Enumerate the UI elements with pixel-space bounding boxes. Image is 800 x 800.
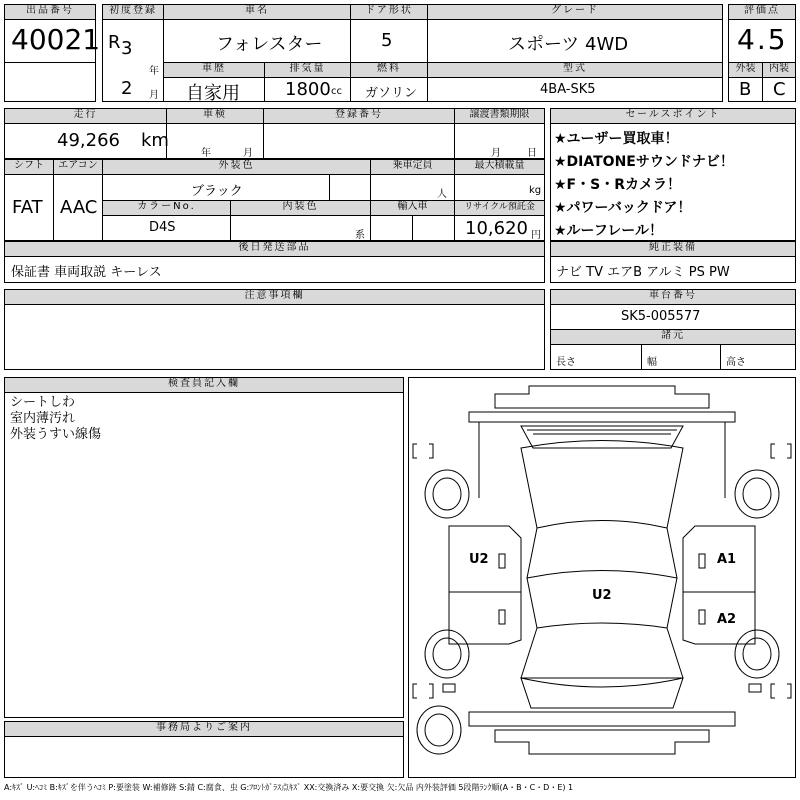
exterior-color-cell	[102, 174, 330, 201]
recycle-fee-unit: 円	[531, 230, 541, 241]
chassis-number-cell	[550, 304, 796, 330]
registration-number-cell	[263, 123, 455, 159]
mileage-header: 走行	[4, 108, 167, 124]
genuine-equipment-header: 純正装備	[550, 241, 796, 257]
right-handle-rear	[699, 610, 705, 624]
bracket-rear-left	[413, 684, 433, 698]
grade-cell	[427, 19, 723, 63]
import-header: 輸入車	[370, 200, 455, 216]
fuel: ガソリン	[365, 86, 418, 101]
inspector-note: 室内薄汚れ	[10, 411, 76, 426]
score-cell	[728, 19, 796, 63]
first-registration-cell	[102, 19, 164, 102]
aircon: AAC	[60, 197, 98, 218]
rear-lamp-left	[443, 684, 455, 692]
sales-point-item: ★ルーフレール！	[554, 223, 664, 239]
mileage-unit: km	[141, 130, 169, 151]
chassis-number-header: 車台番号	[550, 289, 796, 305]
shift-cell	[4, 174, 54, 241]
trunk-outline	[521, 678, 683, 708]
transfer-day-unit: 日	[527, 148, 537, 159]
sales-point-item: ★ユーザー買取車！	[554, 131, 679, 147]
transfer-docs-header: 譲渡書類期限	[454, 108, 545, 124]
fuel-cell	[350, 77, 428, 102]
capacity-cell	[370, 174, 455, 201]
sales-point-item: ★パワーバックドア！	[554, 200, 692, 216]
grade: スポーツ 4WD	[508, 34, 629, 55]
score-header: 評価点	[728, 4, 796, 20]
year-unit: 年	[149, 66, 159, 77]
mileage-cell	[4, 123, 167, 159]
recycle-fee-header: リサイクル預託金	[454, 200, 545, 216]
inspection-month-unit: 月	[243, 148, 253, 159]
windshield-outline	[521, 426, 683, 448]
fender-lines	[479, 422, 725, 498]
first-registration-header: 初度登録	[102, 4, 164, 20]
chassis-number: SK5-005577	[621, 309, 701, 324]
exterior-grade: B	[739, 79, 752, 100]
right-handle-front	[699, 554, 705, 568]
mark-roof: U2	[592, 588, 612, 603]
mileage: 49,266	[57, 130, 120, 151]
displacement: 1800	[285, 79, 331, 100]
wheel-rear-right	[735, 630, 779, 678]
height-cell	[720, 344, 796, 370]
interior-color-cell	[230, 215, 371, 241]
bracket-front-right	[771, 444, 791, 458]
color-no-cell	[102, 215, 231, 241]
history-header: 車歴	[163, 62, 265, 78]
spare-wheel	[417, 706, 461, 754]
inspection-cell	[166, 123, 264, 159]
score: 4.5	[737, 23, 788, 56]
transfer-docs-cell	[454, 123, 545, 159]
fuel-header: 燃料	[350, 62, 428, 78]
front-bumper-outline	[495, 386, 709, 408]
transfer-month-unit: 月	[491, 148, 501, 159]
car-name-cell	[163, 19, 351, 63]
left-handle-rear	[499, 610, 505, 624]
door-type-cell	[350, 19, 428, 63]
door-type-header: ドア形状	[350, 4, 428, 20]
height-label: 高さ	[726, 357, 746, 368]
car-name: フォレスター	[216, 34, 323, 55]
month-unit: 月	[149, 90, 159, 101]
aircon-cell	[53, 174, 103, 241]
front-panel-outline	[469, 412, 735, 422]
color-no-header: カラーNo.	[102, 200, 231, 216]
interior-grade: C	[773, 79, 786, 100]
lot-number-extra	[4, 62, 96, 102]
interior-color-unit: 系	[355, 230, 365, 241]
exterior-color: ブラック	[191, 184, 243, 199]
max-load-unit: kg	[529, 185, 542, 196]
cabin-top	[527, 528, 677, 578]
legend: A:ｷｽﾞ U:ﾍｺﾐ B:ｷｽﾞを伴うﾍｺﾐ P:要塗装 W:補修跡 S:錆 C:腐食、虫 G:ﾌﾛﾝﾄｶﾞﾗｽ点ｷｽﾞ XX:交換済み X:要交換 欠:欠品 内外装評価 5段階ﾗﾝｸ順(A・B・C・D・E) 1	[4, 783, 574, 792]
model-code: 4BA-SK5	[540, 82, 596, 97]
mark-right-front-door: A1	[717, 552, 737, 567]
registration-year: 3	[121, 38, 133, 59]
inspector-note: シートしわ	[10, 395, 76, 410]
later-parts-cell	[4, 256, 545, 283]
office-notice-cell	[4, 736, 404, 778]
recycle-fee-cell	[454, 215, 545, 241]
interior-grade-header: 内装	[762, 62, 796, 78]
inspection-header: 車検	[166, 108, 264, 124]
model-code-header: 型式	[427, 62, 723, 78]
era-prefix: R	[108, 32, 121, 53]
history-cell	[163, 77, 265, 102]
door-count: 5	[381, 30, 393, 51]
history: 自家用	[186, 83, 240, 104]
exterior-color-extra	[329, 174, 371, 201]
inspection-year-unit: 年	[201, 148, 211, 159]
hood-outline	[521, 441, 683, 529]
bracket-front-left	[413, 444, 433, 458]
interior-grade-cell	[762, 77, 796, 102]
wheel-front-right	[735, 470, 779, 518]
displacement-header: 排気量	[264, 62, 351, 78]
recycle-fee: 10,620	[465, 218, 528, 239]
sales-point-item: ★DIATONEサウンドナビ！	[554, 154, 734, 170]
max-load-cell	[454, 174, 545, 201]
exterior-color-header: 外装色	[102, 159, 371, 175]
shift: FAT	[12, 197, 43, 218]
sales-points-header: セールスポイント	[550, 108, 796, 124]
car-name-header: 車名	[163, 4, 351, 20]
lot-number-header: 出品番号	[4, 4, 96, 20]
exterior-grade-header: 外装	[728, 62, 763, 78]
max-load-header: 最大積載量	[454, 159, 545, 175]
rear-lamp-right	[749, 684, 761, 692]
later-parts: 保証書 車両取説 キーレス	[11, 265, 162, 280]
notes-cell	[4, 304, 545, 370]
dimensions-header: 諸元	[550, 329, 796, 345]
registration-number-header: 登録番号	[263, 108, 455, 124]
lot-number: 40021	[11, 23, 101, 56]
sales-point-item: ★F・S・Rカメラ！	[554, 177, 681, 193]
bracket-rear-right	[771, 684, 791, 698]
width-label: 幅	[647, 357, 657, 368]
inspector-header: 検査員記入欄	[4, 377, 404, 393]
length-label: 長さ	[556, 357, 576, 368]
length-cell	[550, 344, 642, 370]
rear-panel-outline	[469, 712, 735, 726]
left-handle-front	[499, 554, 505, 568]
registration-month: 2	[121, 78, 133, 99]
exterior-grade-cell	[728, 77, 763, 102]
notes-header: 注意事項欄	[4, 289, 545, 305]
model-code-cell	[427, 77, 723, 102]
wheel-rear-left	[425, 630, 469, 678]
rear-glass	[521, 628, 683, 678]
rear-bumper-outline	[495, 730, 709, 754]
aircon-header: エアコン	[53, 159, 103, 175]
inspector-note: 外装うすい線傷	[10, 427, 102, 442]
grade-header: グレード	[427, 4, 723, 20]
left-rear-door	[449, 592, 521, 644]
displacement-unit: cc	[331, 86, 342, 97]
mark-left-door: U2	[469, 552, 489, 567]
interior-color-header: 内装色	[230, 200, 371, 216]
sales-points-list	[550, 123, 796, 241]
import-cell-a	[370, 215, 413, 241]
shift-header: シフト	[4, 159, 54, 175]
mark-right-rear-door: A2	[717, 612, 737, 627]
car-diagram	[409, 378, 795, 777]
office-notice-header: 事務局よりご案内	[4, 721, 404, 737]
inspector-notes	[4, 392, 404, 718]
wheel-front-left	[425, 470, 469, 518]
displacement-cell	[264, 77, 351, 102]
import-cell-b	[412, 215, 455, 241]
later-parts-header: 後日発送部品	[4, 241, 545, 257]
capacity-header: 乗車定員	[370, 159, 455, 175]
genuine-equipment: ナビ TV エアB アルミ PS PW	[556, 265, 730, 280]
color-no: D4S	[149, 220, 176, 235]
width-cell	[641, 344, 721, 370]
car-diagram-frame	[408, 377, 796, 778]
lot-number-cell	[4, 19, 101, 63]
genuine-equipment-cell	[550, 256, 796, 283]
roof-outline	[527, 578, 677, 628]
capacity-unit: 人	[437, 189, 447, 200]
